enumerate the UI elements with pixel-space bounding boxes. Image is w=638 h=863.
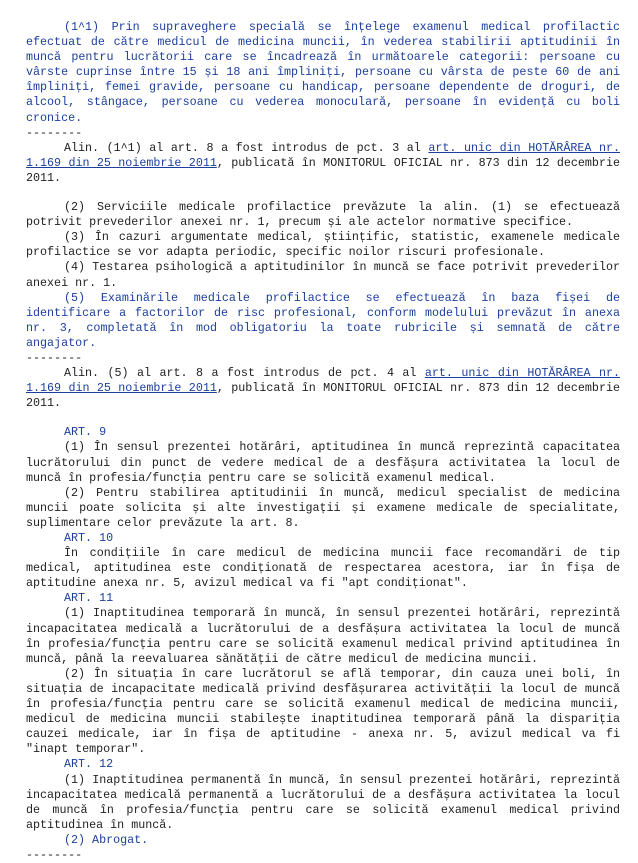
article-11-heading[interactable]: ART. 11 [64,591,114,606]
amendment-note-alin-1-1: Alin. (1^1) al art. 8 a fost introdus de pct. 3 al art. unic din HOTĂRÂREA nr. 1.169 din 25 noiembrie 2011, publicată în MONITORUL OFICIAL nr. 873 din 12 decembrie 2011. [26,140,620,185]
separator-line: -------- [26,125,83,140]
article-10-heading[interactable]: ART. 10 [64,531,114,545]
art-9-alin-1: (1) În sensul prezentei hotărâri, aptitudinea în muncă reprezintă capacitatea lucrătorului din punct de vedere medical de a desfășura activitatea la locul de muncă în profesia/funcția pentru care se solicită examenul medical. [26,440,620,485]
alin-2-paragraph: (2) Serviciile medicale profilactice prevăzute la alin. (1) se efectuează potrivit prevederilor anexei nr. 1, precum și ale actelor normative specifice. [26,200,620,230]
paragraph-gap [26,411,620,425]
art-12-alin-2-abrogat: (2) Abrogat. [64,832,149,847]
alin-4-paragraph: (4) Testarea psihologică a aptitudinilor în muncă se face potrivit prevederilor anexei nr. 1. [26,260,620,290]
art-9-alin-2: (2) Pentru stabilirea aptitudinii în muncă, medicul specialist de medicina muncii poate solicita și alte investigații și examene medicale de specialitate, suplimentare celor prevăzute la art. 8. [26,485,620,530]
alin-5-paragraph: (5) Examinările medicale profilactice se efectuează în baza fișei de identificare a factorilor de risc profesional, conform modelului prevăzut în anexa nr. 3, completată în mod obligatoriu la toate rubricile și semnată de către angajator. [26,290,620,350]
alin-1-1-paragraph: (1^1) Prin supraveghere specială se înțelege examenul medical profilactic efectuat de către medicul de medicina muncii, în vederea stabilirii aptitudinii în muncă pentru lucrătorii care se încadrează în următoarele categorii: persoane cu vârste cuprinse între 15 și 18 ani împliniți, persoane cu vârsta de peste 60 de ani împliniți, femei gravide, persoane cu handicap, persoane dependente de droguri, de alcool, stângace, persoane cu vederea monoculară, persoane în evidență cu boli cronice. [26,20,620,125]
article-12-heading[interactable]: ART. 12 [64,757,114,772]
art-12-alin-1: (1) Inaptitudinea permanentă în muncă, în sensul prezentei hotărâri, reprezintă incapacitatea medicală permanentă a lucrătorului de a desfășura activitatea la locul de muncă în profesia/funcția pentru care se solicită examenul medical privind aptitudinea în muncă. [26,772,620,832]
amendment-note-alin-5: Alin. (5) al art. 8 a fost introdus de pct. 4 al art. unic din HOTĂRÂREA nr. 1.169 din 25 noiembrie 2011, publicată în MONITORUL OFICIAL nr. 873 din 12 decembrie 2011. [26,366,620,411]
paragraph-gap [26,186,620,200]
separator-line: -------- [26,350,83,365]
art-10-text: În condițiile în care medicul de medicina muncii face recomandări de tip medical, aptitudinea este condiționată de respectarea acestora, iar în fișa de aptitudine anexa nr. 5, avizul medical va fi "apt condiționat". [26,546,620,591]
hotarare-1169-link[interactable]: art. unic din HOTĂRÂREA nr. 1.169 din 25 noiembrie 2011 [26,366,620,396]
separator-line: -------- [26,847,83,862]
art-11-alin-2: (2) În situația în care lucrătorul se află temporar, din cauza unei boli, în situația de incapacitate medicală privind desfășurarea activității la locul de muncă în profesia/funcția pentru care se solicită examenul medical de medicina muncii, medicul de medicina muncii stabilește inaptitudinea temporară până la dispariția cauzei medicale, iar în fișa de aptitudine - anexa nr. 5, avizul medical va fi "inapt temporar". [26,666,620,757]
hotarare-1169-link[interactable]: art. unic din HOTĂRÂREA nr. 1.169 din 25 noiembrie 2011 [26,140,620,170]
art-11-alin-1: (1) Inaptitudinea temporară în muncă, în sensul prezentei hotărâri, reprezintă incapacitatea medicală a lucrătorului de a desfășura activitatea la locul de muncă în profesia/funcția pentru care se solicită examenul medical privind aptitudinea în muncă, până la reevaluarea sănătății de către medicul de medicina muncii. [26,606,620,666]
alin-3-paragraph: (3) În cazuri argumentate medical, științific, statistic, examenele medicale profilactice se vor adapta periodic, specific noilor riscuri profesionale. [26,230,620,260]
article-9-heading[interactable]: ART. 9 [64,425,107,440]
